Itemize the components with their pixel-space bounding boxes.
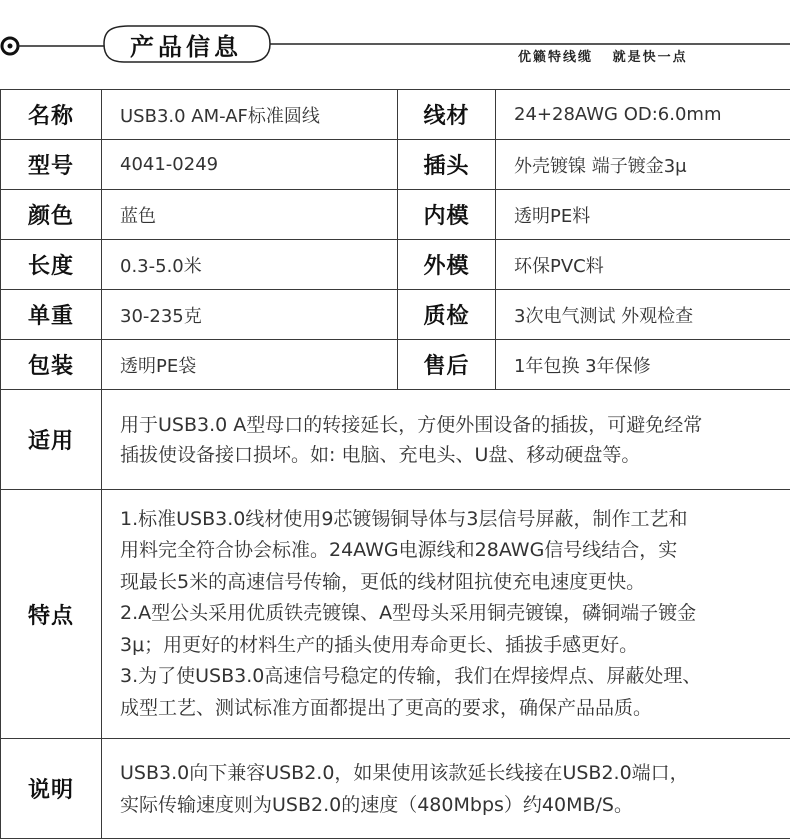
features-line: 现最长5米的高速信号传输，更低的线材阻抗使充电速度更快。 bbox=[120, 570, 646, 593]
note-label: 说明 bbox=[1, 739, 102, 839]
features-line: 2.A型公头采用优质铁壳镀镍、A型母头采用铜壳镀镍，磷铜端子镀金 bbox=[120, 602, 697, 625]
section-header bbox=[0, 0, 790, 90]
usage-label: 适用 bbox=[1, 390, 102, 490]
features-line: 成型工艺、测试标准方面都提出了更高的要求，确保产品品质。 bbox=[120, 696, 653, 719]
note-row bbox=[1, 739, 790, 839]
usage-row bbox=[1, 390, 790, 490]
brand-slogan: 优籁特线缆 就是快一点 bbox=[518, 50, 688, 65]
usage-line: 用于USB3.0 A型母口的转接延长，方便外围设备的插拔，可避免经常 bbox=[120, 413, 703, 436]
usage-line: 插拔使设备接口损坏。如: 电脑、充电头、U盘、移动硬盘等。 bbox=[120, 443, 641, 466]
features-line: 用料完全符合协会标准。24AWG电源线和28AWG信号线结合，实 bbox=[120, 539, 678, 562]
spec-key: 线材 bbox=[398, 90, 496, 140]
table-row bbox=[1, 290, 790, 340]
features-text bbox=[102, 490, 790, 739]
spec-key: 外模 bbox=[398, 240, 496, 290]
spec-key: 插头 bbox=[398, 140, 496, 190]
note-line: 实际传输速度则为USB2.0的速度（480Mbps）约40MB/S。 bbox=[120, 793, 633, 816]
note-line: USB3.0向下兼容USB2.0，如果使用该款延长线接在USB2.0端口， bbox=[120, 761, 689, 784]
spec-value: 环保PVC料 bbox=[496, 240, 790, 290]
spec-value: USB3.0 AM-AF标准圆线 bbox=[102, 90, 398, 140]
spec-value: 3次电气测试 外观检查 bbox=[496, 290, 790, 340]
spec-value: 外壳镀镍 端子镀金3μ bbox=[496, 140, 790, 190]
spec-key: 质检 bbox=[398, 290, 496, 340]
table-row bbox=[1, 340, 790, 390]
spec-key: 售后 bbox=[398, 340, 496, 390]
table-row bbox=[1, 140, 790, 190]
spec-value: 1年包换 3年保修 bbox=[496, 340, 790, 390]
spec-key: 单重 bbox=[1, 290, 102, 340]
spec-key: 型号 bbox=[1, 140, 102, 190]
spec-value: 透明PE料 bbox=[496, 190, 790, 240]
table-row bbox=[1, 190, 790, 240]
spec-key: 长度 bbox=[1, 240, 102, 290]
features-line: 3μ；用更好的材料生产的插头使用寿命更长、插拔手感更好。 bbox=[120, 633, 639, 656]
spec-key: 名称 bbox=[1, 90, 102, 140]
spec-key: 包装 bbox=[1, 340, 102, 390]
spec-value: 0.3-5.0米 bbox=[102, 240, 398, 290]
spec-value: 透明PE袋 bbox=[102, 340, 398, 390]
spec-key: 内模 bbox=[398, 190, 496, 240]
spec-value: 30-235克 bbox=[102, 290, 398, 340]
features-line: 3.为了使USB3.0高速信号稳定的传输，我们在焊接焊点、屏蔽处理、 bbox=[120, 665, 702, 688]
usage-text bbox=[102, 390, 790, 490]
note-text bbox=[102, 739, 790, 839]
table-row bbox=[1, 90, 790, 140]
spec-value: 蓝色 bbox=[102, 190, 398, 240]
spec-table bbox=[0, 89, 790, 839]
spec-value: 4041-0249 bbox=[102, 140, 398, 190]
spec-value: 24+28AWG OD:6.0mm bbox=[496, 90, 790, 140]
table-row bbox=[1, 240, 790, 290]
features-line: 1.标准USB3.0线材使用9芯镀锡铜导体与3层信号屏蔽，制作工艺和 bbox=[120, 507, 688, 530]
page-title: 产品信息 bbox=[130, 32, 242, 61]
features-label: 特点 bbox=[1, 490, 102, 739]
spec-key: 颜色 bbox=[1, 190, 102, 240]
features-row bbox=[1, 490, 790, 739]
